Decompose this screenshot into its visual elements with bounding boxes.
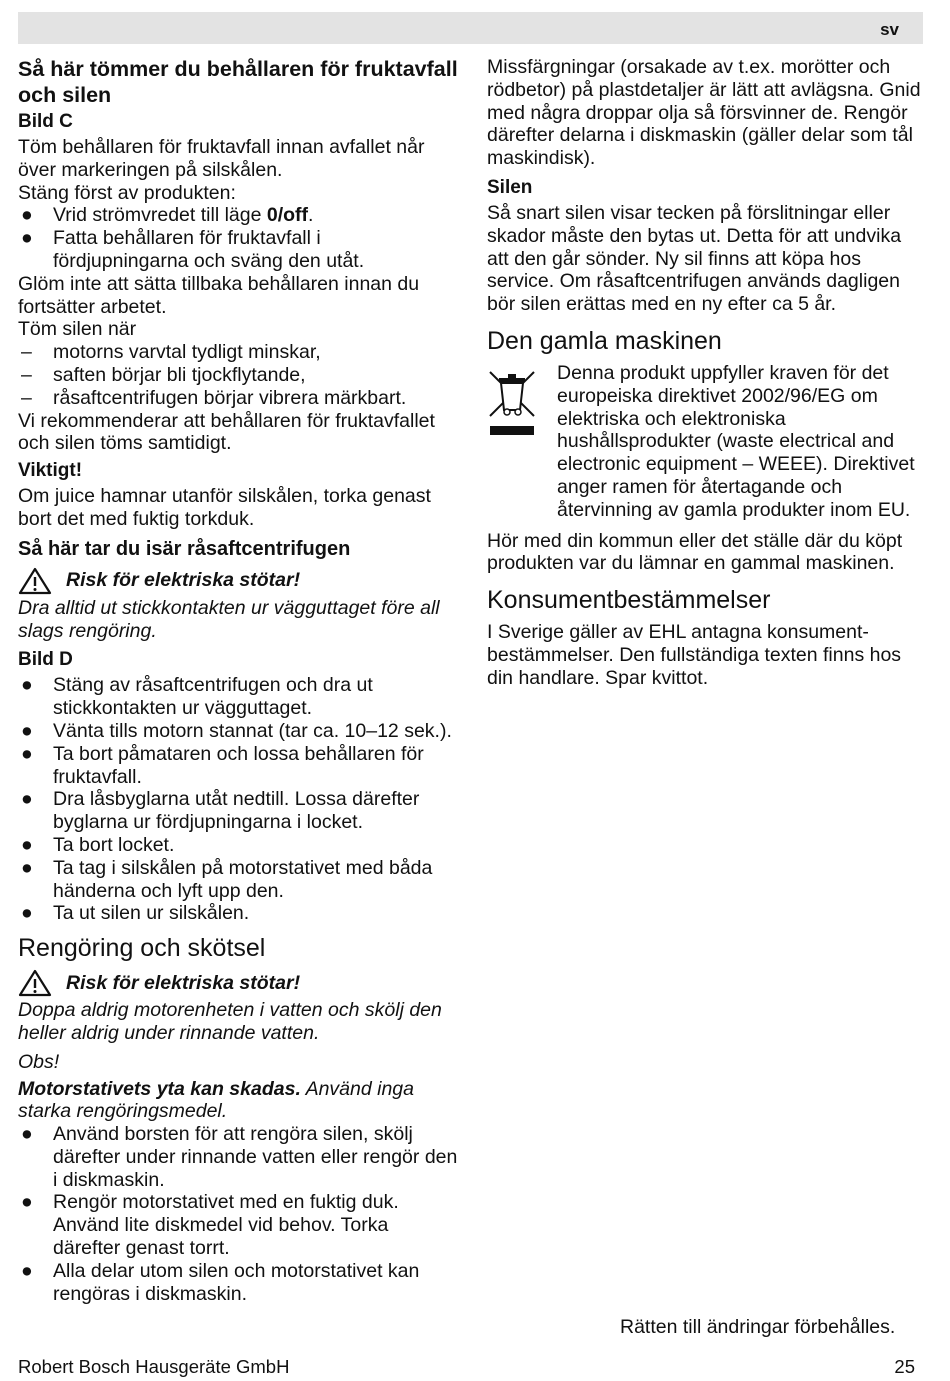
paragraph: Denna produkt uppfyller kraven för det europeiska direktivet 2002/96/EG om elektriska och elektroniska hushållsprodukter (waste electrical and electronic equipment – WEEE). Direktivet anger ramen för återtagande och återvinning av gamla produkter inom EU. — [557, 361, 915, 521]
list-item: ● Ta tag i silskålen på motorstativet med båda händerna och lyft upp den. — [21, 856, 433, 902]
figure-ref-d: Bild D — [18, 649, 73, 671]
bullet-list — [18, 204, 458, 272]
paragraph: Hör med din kommun eller det ställe där du köpt produkten var du lämnar en gammal maskinen. — [487, 529, 903, 575]
list-item: – saften börjar bli tjockflytande, — [21, 363, 306, 386]
section-title-empty: Så här tömmer du behållaren för fruktavfall och silen — [18, 57, 458, 107]
bullet-icon: ● — [21, 1191, 33, 1214]
right-column — [487, 56, 927, 690]
list-item: ● Ta bort locket. — [21, 833, 175, 856]
list-item: – motorns varvtal tydligt minskar, — [21, 341, 321, 364]
paragraph: Töm silen när — [18, 318, 137, 341]
bullet-icon: ● — [21, 902, 33, 925]
warning-triangle-icon — [18, 567, 52, 595]
section-title-cleaning: Rengöring och skötsel — [18, 934, 266, 963]
list-item: ● Dra låsbyglarna utåt nedtill. Lossa därefter byglarna ur fördjupningarna i locket. — [21, 788, 420, 834]
bullet-list — [18, 1123, 458, 1305]
bullet-icon: ● — [21, 1259, 33, 1282]
paragraph: I Sverige gäller av EHL antagna konsument-bestämmelser. Den fullständiga texten finns hos din handlare. Spar kvittot. — [487, 621, 902, 689]
list-item: ● Stäng av råsaftcentrifugen och dra ut stickkontakten ur vägguttaget. — [21, 674, 373, 720]
warning-title: Risk för elektriska stötar! — [66, 569, 301, 592]
left-column — [18, 56, 458, 1305]
warning-title: Risk för elektriska stötar! — [66, 971, 301, 994]
paragraph: Om juice hamnar utanför silskålen, torka genast bort det med fuktig torkduk. — [18, 485, 431, 530]
page-number: 25 — [894, 1356, 915, 1377]
paragraph: Stäng först av produkten: — [18, 181, 236, 204]
paragraph: Töm behållaren för fruktavfall innan avfallet når över markeringen på silskålen. — [18, 136, 425, 181]
list-item: ● Alla delar utom silen och motorstativet kan rengöras i diskmaskin. — [21, 1259, 420, 1305]
important-label: Viktigt! — [18, 460, 83, 482]
section-title-disposal: Den gamla maskinen — [487, 326, 722, 355]
bullet-icon: ● — [21, 227, 33, 250]
bullet-icon: ● — [21, 1123, 33, 1146]
figure-ref-c: Bild C — [18, 111, 73, 132]
list-item: ● Ta bort påmataren och lossa behållaren för fruktavfall. — [21, 742, 424, 788]
warning-text: Dra alltid ut stickkontakten ur vägguttaget före all slags rengöring. — [18, 596, 440, 642]
list-item: ● Använd borsten för att rengöra silen, skölj därefter under rinnande vatten eller rengör den i diskmaskin. — [21, 1123, 458, 1191]
bullet-icon: ● — [21, 856, 33, 879]
warning — [18, 969, 458, 997]
footer-company: Robert Bosch Hausgeräte GmbH — [18, 1356, 290, 1377]
paragraph: Missfärgningar (orsakade av t.ex. morötter och rödbetor) på plastdetaljer är lätt att avlägsna. Gnid med några droppar olja så försvinner de. Rengör därefter delarna i diskmaskin (gäller delar som tål maskindisk). — [487, 56, 921, 170]
warning-triangle-icon — [18, 969, 52, 997]
list-item: ● Ta ut silen ur silskålen. — [21, 902, 250, 925]
list-item: ● Fatta behållaren för fruktavfall i fördjupningarna och sväng den utåt. — [21, 227, 365, 272]
warning-text: Doppa aldrig motorenheten i vatten och skölj den heller aldrig under rinnande vatten. — [18, 999, 442, 1044]
paragraph: Så snart silen visar tecken på förslitningar eller skador måste den bytas ut. Detta för att undvika att den går sönder. Ny sil finns att köpa hos service. Om råsaftcentrifugen används dagligen bör silen erättas med en ny efter ca 5 år. — [487, 201, 902, 316]
paragraph: Vi rekommenderar att behållaren för fruktavfallet och silen töms samtidigt. — [18, 409, 435, 455]
bullet-icon: ● — [21, 204, 33, 227]
dash-list — [18, 341, 458, 409]
bullet-icon: ● — [21, 742, 33, 765]
bullet-list — [18, 674, 458, 925]
list-item: – råsaftcentrifugen börjar vibrera märkbart. — [21, 386, 407, 409]
paragraph: Glöm inte att sätta tillbaka behållaren innan du fortsätter arbetet. — [18, 272, 420, 318]
subsection-title-strainer: Silen — [487, 176, 533, 198]
section-title-consumer: Konsumentbestämmelser — [487, 586, 771, 615]
weee-block — [487, 362, 927, 522]
header-bar — [18, 12, 923, 44]
section-title-disassemble: Så här tar du isär råsaftcentrifugen — [18, 537, 351, 560]
bullet-icon: ● — [21, 788, 33, 811]
bullet-icon: ● — [21, 719, 33, 742]
language-code: sv — [880, 20, 899, 39]
rights-reserved-note: Rätten till ändringar förbehålles. — [620, 1316, 896, 1338]
note-text: Motorstativets yta kan skadas. Använd inga starka rengöringsmedel. — [18, 1077, 414, 1123]
bullet-icon: ● — [21, 833, 33, 856]
list-item: ● Vrid strömvredet till läge 0/off. — [21, 204, 314, 227]
note-label: Obs! — [18, 1050, 60, 1073]
bullet-icon: ● — [21, 674, 33, 697]
list-item: ● Rengör motorstativet med en fuktig duk. Använd lite diskmedel vid behov. Torka därefter genast torrt. — [21, 1191, 399, 1260]
warning — [18, 567, 458, 595]
list-item: ● Vänta tills motorn stannat (tar ca. 10–12 sek.). — [21, 719, 452, 742]
weee-bin-icon — [487, 362, 543, 522]
